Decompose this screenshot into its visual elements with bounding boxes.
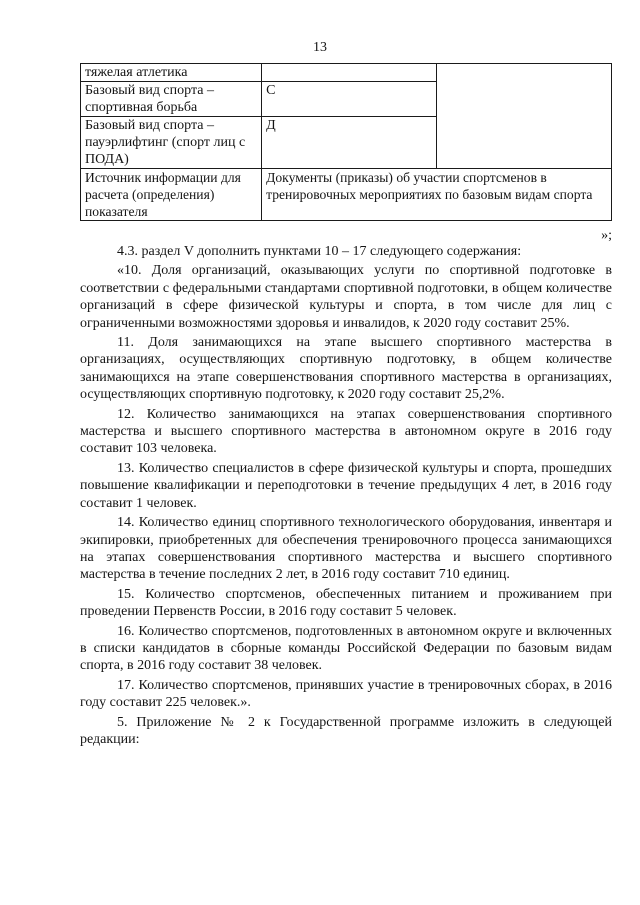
table-cell-value	[262, 64, 437, 82]
paragraph: 14. Количество единиц спортивного технологического оборудования, инвентаря и экипировки, приобретенных для обеспечения тренировочного процесса занимающихся на этапах совершенствования спортивного мастерства и высшего спортивного мастерства в течение последних 2 лет, в 2016 году составит 710 единиц.	[80, 515, 612, 583]
table-cell-merged	[437, 64, 612, 169]
indicator-table	[80, 63, 612, 221]
paragraph: 15. Количество спортсменов, обеспеченных питанием и проживанием при проведении Первенств России, в 2016 году составит 5 человек.	[80, 586, 612, 620]
paragraph: 13. Количество специалистов в сфере физической культуры и спорта, прошедших повышение квалификации и переподготовки в течение предыдущих 4 лет, в 2016 году составит 1 человек.	[80, 460, 612, 511]
body-text	[80, 243, 612, 750]
table-cell-source-label: Источник информации для расчета (определения) показателя	[81, 169, 262, 221]
table-row	[81, 64, 612, 82]
table-cell-label: Базовый вид спорта – пауэрлифтинг (спорт лиц с ПОДА)	[81, 117, 262, 169]
closing-quote-mark: »;	[601, 228, 612, 243]
paragraph: 4.3. раздел V дополнить пунктами 10 – 17 следующего содержания:	[117, 244, 522, 259]
paragraph: «10. Доля организаций, оказывающих услуги по спортивной подготовке в соответствии с федеральными стандартами спортивной подготовки, в общем количестве организаций в сфере физической культуры и спорта, в том числе для лиц с ограниченными возможностями здоровья и инвалидов, к 2020 году составит 25%.	[80, 263, 612, 331]
table-cell-label: тяжелая атлетика	[81, 64, 262, 82]
paragraph: 5. Приложение № 2 к Государственной программе изложить в следующей редакции:	[80, 714, 612, 747]
paragraph: 16. Количество спортсменов, подготовленных в автономном округе и включенных в списки кандидатов в сборные команды Российской Федерации по базовым видам спорта, в 2016 году составит 38 человек.	[80, 623, 612, 674]
paragraph: 17. Количество спортсменов, принявших участие в тренировочных сборах, в 2016 году составит 225 человек.».	[80, 677, 612, 711]
table-cell-value: С	[262, 82, 437, 117]
paragraph: 12. Количество занимающихся на этапах совершенствования спортивного мастерства и высшего спортивного мастерства в автономном округе в 2016 году составит 103 человека.	[80, 406, 612, 457]
page-number: 13	[313, 40, 327, 55]
table-cell-label: Базовый вид спорта – спортивная борьба	[81, 82, 262, 117]
table-cell-value: Д	[262, 117, 437, 169]
table-row-source	[81, 169, 612, 221]
table-cell-source-value: Документы (приказы) об участии спортсменов в тренировочных мероприятиях по базовым видам спорта	[262, 169, 612, 221]
paragraph: 11. Доля занимающихся на этапе высшего спортивного мастерства в организациях, осуществляющих спортивную подготовку, в общем количестве занимающихся на этапе совершенствования спортивного мастерства в организациях, осуществляющих спортивную подготовку, к 2020 году составит 25,2%.	[80, 335, 612, 403]
